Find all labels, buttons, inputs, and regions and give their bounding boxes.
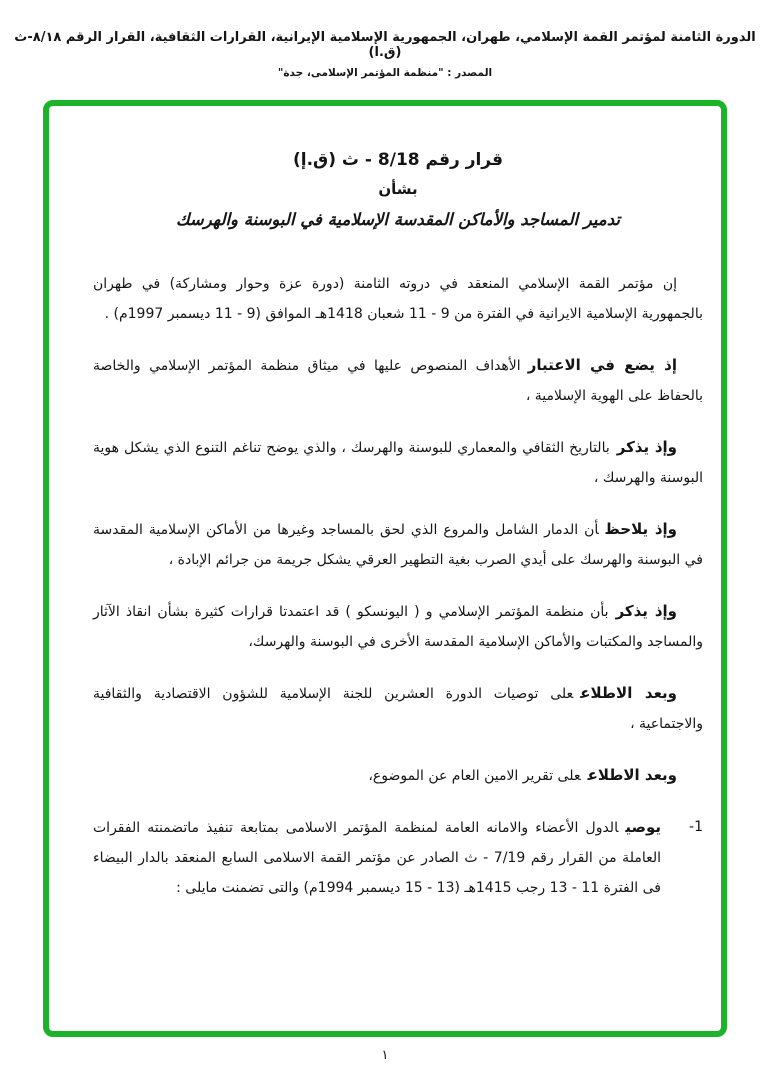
page-header: [0, 30, 770, 79]
paragraph-text: بالتاريخ الثقافي والمعماري للبوسنة والهرسك ، والذي يوضح تناغم التنوع الذي يشكل هوية البوسنة والهرسك ،: [93, 440, 703, 486]
preamble-paragraph-3: [93, 432, 703, 493]
resolution-subject: تدمير المساجد والأماكن المقدسة الإسلامية في البوسنة والهرسك: [176, 210, 620, 229]
item-text: الدول الأعضاء والامانه العامة لمنظمة المؤتمر الاسلامى بمتابعة تنفيذ ماتضمنته الفقرات العاملة من القرار رقم 7/19 - ث الصادر عن مؤتمر القمة الاسلامى السابع المنعقد بالدار البيضاء فى الفترة 11 - 13 رجب 1415هـ (13 - 15 ديسمبر 1994م) والتى تضمنت مايلى :: [93, 820, 661, 896]
document-border-frame: [43, 100, 727, 1037]
paragraph-lead: إذ يضع في الاعتبار: [527, 356, 677, 374]
paragraph-text: الأهداف المنصوص عليها في ميثاق منظمة المؤتمر الإسلامي والخاصة بالحفاظ على الهوية الإسلامية ،: [93, 358, 703, 404]
item-body: [93, 812, 661, 903]
preamble-paragraph-5: [93, 596, 703, 657]
page-number: ١: [381, 1048, 389, 1063]
paragraph-text: على تقرير الامين العام عن الموضوع،: [368, 768, 581, 784]
paragraph-text: أن الدمار الشامل والمروع الذي لحق بالمساجد وغيرها من الأماكن الإسلامية المقدسة في البوسنة والهرسك على أيدي الصرب بغية التطهير العرقي يشكل جريمة من جرائم الإبادة ،: [93, 522, 703, 568]
paragraph-lead: وبعد الاطلاع: [587, 766, 677, 784]
preamble-paragraph-7: [93, 760, 703, 791]
paragraph-lead: وبعد الاطلاع: [580, 684, 677, 702]
resolution-title: قرار رقم 8/18 - ث (ق.إ): [292, 150, 504, 170]
resolution-item-1: [93, 812, 703, 903]
preamble-paragraph-2: [93, 350, 703, 411]
preamble-paragraph-1: [93, 269, 703, 329]
paragraph-text: على توصيات الدورة العشرين للجنة الإسلامية للشؤون الاقتصادية والثقافية والاجتماعية ،: [93, 686, 703, 732]
item-number: 1-: [689, 819, 703, 835]
resolution-about-label: بشأن: [378, 180, 418, 198]
paragraph-text: إن مؤتمر القمة الإسلامي المنعقد في دروته الثامنة (دورة عزة وحوار ومشاركة) في طهران بالجمهورية الإسلامية الايرانية في الفترة من 9 - 11 شعبان 1418هـ الموافق (9 - 11 ديسمبر 1997م) .: [93, 276, 703, 322]
paragraph-lead: وإذ يذكر: [615, 602, 677, 620]
header-session-line: الدورة الثامنة لمؤتمر القمة الإسلامي، طهران، الجمهورية الإسلامية الإيرانية، القرارات الثقافية، القرار الرقم ٨/١٨-ث (ق.ا): [14, 30, 756, 60]
header-source-line: المصدر : "منظمة المؤتمر الإسلامى، جدة": [277, 67, 493, 79]
paragraph-lead: وإذ يذكر: [616, 438, 677, 456]
preamble-paragraph-6: [93, 678, 703, 739]
paragraph-text: بأن منظمة المؤتمر الإسلامي و ( اليونسكو ) قد اعتمدتا قرارات كثيرة بشأن انقاذ الآثار والمساجد والمكتبات والأماكن الإسلامية المقدسة الأخرى في البوسنة والهرسك،: [93, 604, 703, 650]
preamble-paragraph-4: [93, 514, 703, 575]
item-lead: يوصي: [625, 818, 661, 836]
paragraph-lead: وإذ يلاحظ: [605, 520, 677, 538]
